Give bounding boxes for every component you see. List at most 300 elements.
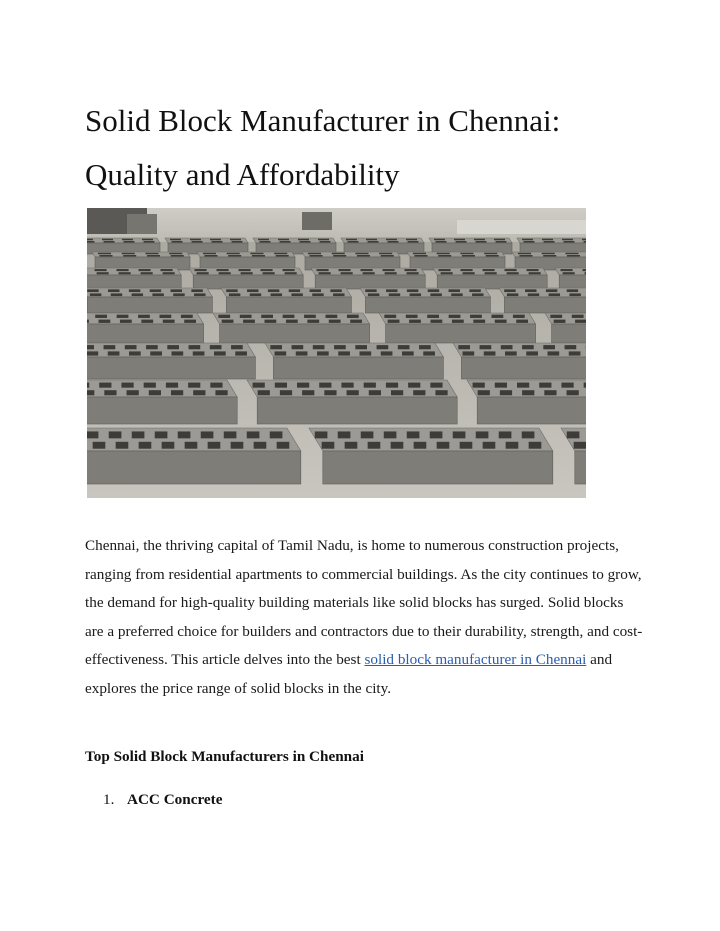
block-hole: [171, 289, 182, 292]
block-hole: [152, 293, 163, 296]
block-hole: [561, 269, 573, 271]
block-hole: [169, 253, 182, 255]
block-hole: [144, 241, 155, 243]
block-hole: [203, 253, 216, 255]
block-hole: [171, 255, 184, 257]
block-hole: [584, 241, 587, 243]
block-hole: [522, 390, 534, 395]
block-hole: [300, 241, 311, 243]
block-hole: [304, 315, 316, 318]
block-hole: [132, 431, 145, 438]
block-hole: [326, 315, 338, 318]
block-hole: [402, 351, 414, 355]
block-hole: [243, 320, 255, 323]
block-hole: [544, 390, 556, 395]
block-hole: [275, 351, 287, 355]
block-hole: [87, 390, 94, 395]
block-hole: [170, 239, 181, 241]
block-hole: [192, 241, 203, 243]
block-hole: [181, 315, 193, 318]
block-hole: [247, 289, 258, 292]
block-hole: [270, 431, 283, 438]
block-hole: [291, 293, 302, 296]
block-hole: [315, 431, 328, 438]
block-hole: [507, 293, 518, 296]
block-face: [257, 397, 457, 424]
block-hole: [407, 289, 418, 292]
block-hole: [172, 351, 184, 355]
block-hole: [197, 272, 209, 274]
block-hole: [406, 239, 417, 241]
block-hole: [87, 431, 98, 438]
block-hole: [546, 289, 557, 292]
block-hole: [543, 255, 556, 257]
block-hole: [310, 289, 321, 292]
block-hole: [355, 345, 367, 349]
block-hole: [334, 345, 346, 349]
block-hole: [289, 289, 300, 292]
block-hole: [377, 345, 389, 349]
block-hole: [263, 272, 275, 274]
block-hole: [332, 253, 345, 255]
block-hole: [539, 383, 551, 388]
block-hole: [190, 239, 201, 241]
block-hole: [228, 255, 241, 257]
block-hole: [585, 272, 586, 274]
block-hole: [239, 269, 251, 271]
block-hole: [484, 253, 497, 255]
block-hole: [453, 431, 466, 438]
hero-image: [87, 208, 586, 498]
block-hole: [386, 239, 397, 241]
block-hole: [419, 345, 431, 349]
block-hole: [139, 269, 151, 271]
block-hole: [87, 239, 93, 241]
block-hole: [163, 272, 175, 274]
block-hole: [276, 255, 289, 257]
block-hole: [122, 239, 133, 241]
block-hole: [430, 431, 443, 438]
block-hole: [338, 351, 350, 355]
block-hole: [524, 241, 535, 243]
block-hole: [522, 345, 534, 349]
block-hole: [254, 442, 267, 449]
block-hole: [473, 320, 485, 323]
block-face: [87, 357, 255, 379]
block-hole: [218, 315, 230, 318]
block-hole: [271, 293, 282, 296]
block-hole: [124, 241, 135, 243]
block-hole: [406, 315, 418, 318]
block-hole: [116, 442, 129, 449]
block-hole: [104, 345, 116, 349]
block-hole: [286, 320, 298, 323]
block-hole: [414, 442, 427, 449]
block-hole: [439, 269, 451, 271]
block-hole: [145, 253, 158, 255]
block-hole: [483, 269, 495, 271]
block-hole: [460, 253, 473, 255]
block-hole: [117, 269, 129, 271]
block-hole: [494, 239, 505, 241]
block-hole: [212, 241, 223, 243]
block-hole: [548, 351, 560, 355]
block-hole: [469, 289, 480, 292]
block-hole: [99, 320, 111, 323]
block-hole: [379, 253, 392, 255]
block-hole: [104, 241, 115, 243]
block-hole: [161, 269, 173, 271]
block-hole: [369, 390, 381, 395]
block-hole: [549, 293, 560, 296]
block-hole: [160, 315, 172, 318]
block-hole: [478, 390, 490, 395]
block-hole: [166, 383, 178, 388]
block-hole: [495, 320, 507, 323]
block-hole: [366, 239, 377, 241]
intro-paragraph: [85, 532, 645, 703]
block-hole: [405, 269, 417, 271]
block-hole: [227, 253, 240, 255]
block-hole: [171, 390, 183, 395]
block-hole: [258, 390, 270, 395]
block-hole: [247, 431, 260, 438]
block-hole: [513, 315, 525, 318]
block-hole: [283, 269, 295, 271]
block-hole: [232, 241, 243, 243]
block-hole: [345, 442, 358, 449]
block-hole: [109, 431, 122, 438]
list-item: [103, 791, 222, 809]
block-hole: [565, 345, 577, 349]
block-hole: [563, 272, 575, 274]
block-hole: [241, 272, 253, 274]
block-hole: [99, 383, 111, 388]
block-hole: [381, 255, 394, 257]
block-hole: [150, 289, 161, 292]
block-hole: [141, 320, 153, 323]
block-hole: [163, 320, 175, 323]
block-hole: [270, 345, 282, 349]
block-hole: [155, 431, 168, 438]
block-hole: [500, 390, 512, 395]
concrete-blocks-photo: [87, 208, 586, 498]
block-hole: [525, 289, 536, 292]
block-hole: [567, 289, 578, 292]
block-hole: [567, 431, 580, 438]
block-face: [87, 297, 212, 313]
block-hole: [492, 315, 504, 318]
block-hole: [250, 293, 261, 296]
block-hole: [423, 351, 435, 355]
block-hole: [384, 431, 397, 438]
block-hole: [398, 345, 410, 349]
block-hole: [277, 442, 290, 449]
block-hole: [365, 289, 376, 292]
block-hole: [320, 241, 331, 243]
block-hole: [193, 390, 205, 395]
block-hole: [215, 390, 227, 395]
block-hole: [142, 239, 153, 241]
block-hole: [189, 345, 201, 349]
block-hole: [564, 241, 575, 243]
list-item-label: ACC Concrete: [127, 791, 223, 808]
block-hole: [407, 272, 419, 274]
block-hole: [195, 269, 207, 271]
block-hole: [360, 351, 372, 355]
block-hole: [386, 289, 397, 292]
block-hole: [389, 293, 400, 296]
block-hole: [93, 442, 106, 449]
block-hole: [473, 383, 485, 388]
block-hole: [90, 293, 101, 296]
block-hole: [388, 320, 400, 323]
block-hole: [193, 351, 205, 355]
block-hole: [274, 253, 287, 255]
block-face: [226, 297, 351, 313]
block-hole: [329, 320, 341, 323]
block-hole: [463, 272, 475, 274]
block-hole: [522, 239, 533, 241]
block-hole: [312, 293, 323, 296]
block-face: [87, 397, 237, 424]
block-hole: [120, 320, 132, 323]
block-hole: [350, 320, 362, 323]
block-hole: [543, 345, 555, 349]
block-face: [273, 357, 443, 379]
block-hole: [240, 315, 252, 318]
block-hole: [307, 320, 319, 323]
block-hole: [235, 351, 247, 355]
block-hole: [188, 383, 200, 388]
block-hole: [584, 383, 586, 388]
block-hole: [562, 239, 573, 241]
block-hole: [364, 383, 376, 388]
block-hole: [544, 241, 555, 243]
block-hole: [474, 239, 485, 241]
block-face: [87, 451, 301, 484]
block-hole: [454, 239, 465, 241]
block-hole: [201, 431, 214, 438]
block-hole: [108, 351, 120, 355]
block-hole: [526, 351, 538, 355]
block-hole: [313, 345, 325, 349]
block-hole: [185, 442, 198, 449]
block-hole: [496, 241, 507, 243]
block-hole: [231, 345, 243, 349]
block-hole: [355, 253, 368, 255]
block-hole: [129, 351, 141, 355]
block-hole: [529, 272, 541, 274]
block-hole: [458, 345, 470, 349]
block-hole: [407, 431, 420, 438]
block-hole: [565, 253, 578, 255]
block-hole: [368, 241, 379, 243]
block-hole: [391, 390, 403, 395]
block-face: [87, 275, 181, 289]
block-hole: [470, 315, 482, 318]
block-hole: [385, 272, 397, 274]
block-hole: [123, 255, 136, 257]
block-hole: [217, 269, 229, 271]
block-hole: [261, 315, 273, 318]
block-hole: [437, 442, 450, 449]
block-hole: [172, 241, 183, 243]
block-face: [504, 297, 586, 313]
block-hole: [149, 390, 161, 395]
block-hole: [569, 293, 580, 296]
intro-text: Chennai, the thriving capital of Tamil Nadu, is home to numerous construction projects, ranging from residential apartments to commercial buildings. As the city continues to grow, the demand for high-quality building materials like solid blocks has surged. Solid blocks are a preferred choice for builders and contractors due to their durability, strength, and cost-effectiveness. This article delves into the best: [85, 537, 643, 668]
block-hole: [308, 253, 321, 255]
block-face: [193, 275, 303, 289]
block-hole: [486, 255, 499, 257]
block-hole: [428, 289, 439, 292]
block-hole: [330, 289, 341, 292]
block-hole: [260, 241, 271, 243]
block-hole: [449, 315, 461, 318]
block-hole: [252, 255, 265, 257]
block-hole: [261, 269, 273, 271]
block-hole: [567, 255, 580, 257]
block-hole: [309, 255, 322, 257]
manufacturer-list: [103, 791, 222, 809]
block-hole: [87, 351, 98, 355]
block-hole: [226, 289, 237, 292]
block-hole: [574, 442, 586, 449]
block-hole: [413, 253, 426, 255]
block-hole: [582, 239, 586, 241]
block-face: [315, 275, 425, 289]
block-hole: [485, 272, 497, 274]
block-hole: [87, 289, 98, 292]
block-hole: [518, 253, 531, 255]
block-hole: [499, 431, 512, 438]
block-hole: [517, 383, 529, 388]
block-hole: [99, 255, 112, 257]
block-hole: [505, 269, 517, 271]
block-hole: [222, 320, 234, 323]
block-hole: [408, 241, 419, 243]
block-hole: [132, 293, 143, 296]
block-face: [220, 324, 370, 343]
block-hole: [139, 442, 152, 449]
block-hole: [430, 383, 442, 388]
block-hole: [219, 272, 231, 274]
block-hole: [214, 351, 226, 355]
block-hole: [460, 442, 473, 449]
block-hole: [504, 289, 515, 292]
block-hole: [347, 390, 359, 395]
block-hole: [361, 269, 373, 271]
block-face: [437, 275, 547, 289]
block-hole: [519, 255, 532, 257]
block-hole: [319, 383, 331, 388]
block-hole: [368, 293, 379, 296]
block-hole: [363, 272, 375, 274]
block-hole: [280, 390, 292, 395]
block-hole: [122, 253, 135, 255]
block-hole: [204, 255, 217, 257]
block-hole: [121, 383, 133, 388]
block-hole: [150, 351, 162, 355]
block-hole: [141, 272, 153, 274]
block-hole: [346, 239, 357, 241]
list-item-number: 1.: [103, 791, 115, 808]
block-face: [87, 324, 204, 343]
block-hole: [522, 431, 535, 438]
block-hole: [283, 315, 295, 318]
block-hole: [278, 239, 289, 241]
block-hole: [268, 289, 279, 292]
block-face: [386, 324, 536, 343]
intro-text-end: and explores the price range of solid blocks in the city.: [85, 651, 613, 697]
block-hole: [472, 293, 483, 296]
block-hole: [210, 383, 222, 388]
block-face: [575, 451, 586, 484]
block-hole: [317, 269, 329, 271]
block-hole: [129, 289, 140, 292]
block-hole: [436, 241, 447, 243]
block-hole: [348, 241, 359, 243]
block-hole: [495, 383, 507, 388]
block-hole: [87, 383, 89, 388]
block-hole: [339, 269, 351, 271]
block-hole: [506, 442, 519, 449]
block-hole: [231, 442, 244, 449]
block-hole: [409, 320, 421, 323]
block-hole: [427, 315, 439, 318]
block-hole: [275, 383, 287, 388]
block-face: [365, 297, 490, 313]
block-hole: [431, 320, 443, 323]
block-hole: [462, 255, 475, 257]
block-hole: [347, 315, 359, 318]
block-hole: [230, 239, 241, 241]
block-face: [552, 324, 586, 343]
block-hole: [542, 239, 553, 241]
block-hole: [208, 442, 221, 449]
block-hole: [368, 442, 381, 449]
block-face: [559, 275, 586, 289]
block-hole: [381, 351, 393, 355]
block-hole: [451, 293, 462, 296]
block-hole: [434, 239, 445, 241]
block-hole: [95, 315, 107, 318]
block-hole: [361, 431, 374, 438]
block-hole: [318, 239, 329, 241]
block-hole: [384, 315, 396, 318]
block-hole: [102, 239, 113, 241]
block-hole: [341, 272, 353, 274]
block-hole: [210, 345, 222, 349]
block-hole: [529, 442, 542, 449]
block-hole: [567, 390, 579, 395]
block-hole: [507, 272, 519, 274]
block-hole: [550, 315, 562, 318]
block-hole: [383, 269, 395, 271]
block-hole: [437, 253, 450, 255]
block-hole: [456, 241, 467, 243]
block-hole: [258, 239, 269, 241]
block-hole: [476, 431, 489, 438]
block-hole: [285, 272, 297, 274]
block-hole: [108, 289, 119, 292]
manufacturer-link[interactable]: solid block manufacturer in Chennai: [364, 651, 587, 668]
block-hole: [435, 390, 447, 395]
block-hole: [441, 272, 453, 274]
block-hole: [476, 241, 487, 243]
block-hole: [147, 255, 160, 257]
